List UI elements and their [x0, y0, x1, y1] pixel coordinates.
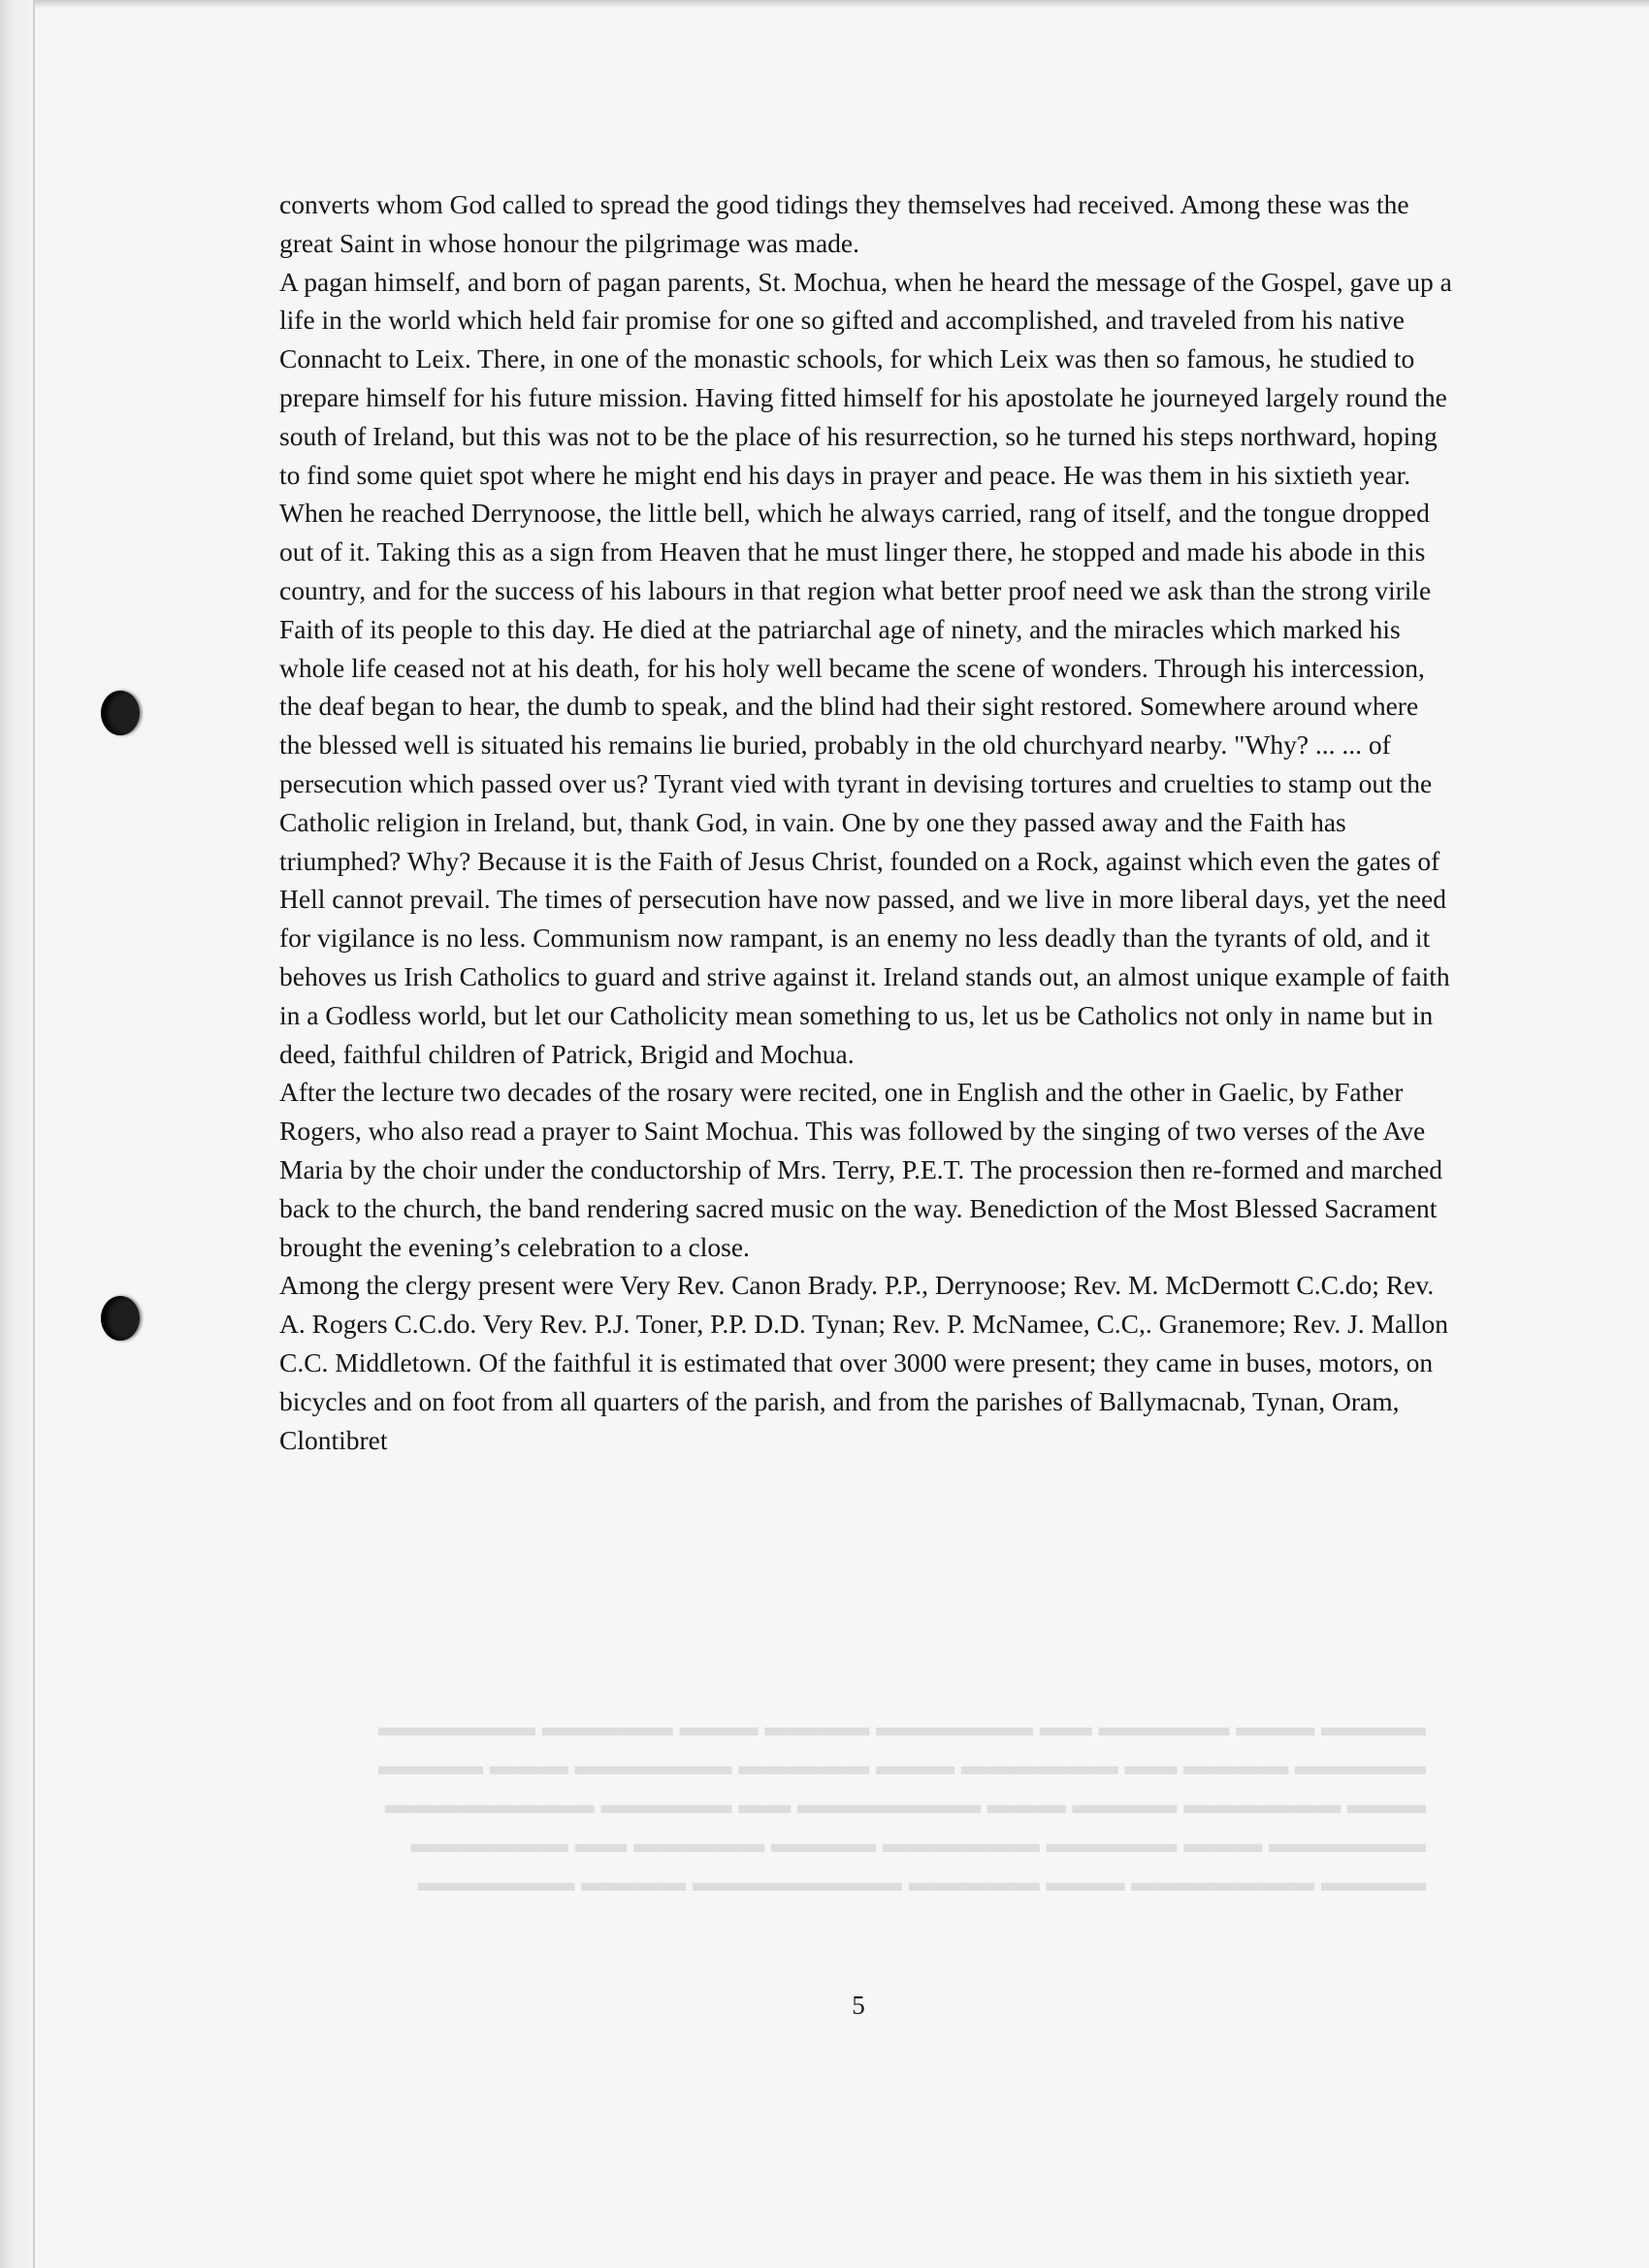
reverse-side-bleed-through: ▬▬▬▬ ▬▬▬ ▬▬▬▬▬ ▬▬ ▬▬▬▬▬▬ ▬▬▬▬ ▬▬▬ ▬▬▬▬▬ ▬▬▬▬▬▬ ▬▬▬▬▬ ▬▬▬▬ ▬▬ ▬▬▬▬▬▬ ▬▬▬ ▬▬▬▬▬ ▬▬▬▬▬▬ ▬▬▬ ▬▬▬▬ ▬▬▬ ▬▬▬▬▬▬ ▬▬▬▬ ▬▬▬ ▬▬▬▬▬▬▬ ▬▬ ▬▬▬▬▬ ▬▬▬▬▬▬▬▬ ▬▬▬▬▬▬ ▬▬▬ ▬▬▬▬▬ ▬▬▬▬▬▬ ▬▬▬▬ ▬▬▬▬▬ ▬▬ ▬▬▬▬▬▬ ▬▬▬▬ ▬▬▬▬▬▬▬ ▬▬▬ ▬▬▬▬▬ ▬▬▬▬▬▬▬▬ ▬▬▬▬ ▬▬▬▬▬▬	[378, 1712, 1426, 1896]
article-body	[279, 185, 1453, 1459]
paragraph-st-mochua-life: A pagan himself, and born of pagan parents, St. Mochua, when he heard the message of the Gospel, gave up a life in the world which held fair promise for one so gifted and accomplished, and traveled from his native Connacht to Leix. There, in one of the monastic schools, for which Leix was then so famous, he studied to prepare himself for his future mission. Having fitted himself for his apostolate he journeyed largely round the south of Ireland, but this was not to be the place of his resurrection, so he turned his steps northward, hoping to find some quiet spot where he might end his days in prayer and peace. He was them in his sixtieth year. When he reached Derrynoose, the little bell, which he always carried, rang of itself, and the tongue dropped out of it. Taking this as a sign from Heaven that he must linger there, he stopped and made his abode in this country, and for the success of his labours in that region what better proof need we ask than the strong virile Faith of its people to this day. He died at the patriarchal age of ninety, and the miracles which marked his whole life ceased not at his death, for his holy well became the scene of wonders. Through his intercession, the deaf began to hear, the dumb to speak, and the blind had their sight restored. Somewhere around where the blessed well is situated his remains lie buried, probably in the old churchyard nearby. "Why? ... ... of persecution which passed over us? Tyrant vied with tyrant in devising tortures and cruelties to stamp out the Catholic religion in Ireland, but, thank God, in vain. One by one they passed away and the Faith has triumphed? Why? Because it is the Faith of Jesus Christ, founded on a Rock, against which even the gates of Hell cannot prevail. The times of persecution have now passed, and we live in more liberal days, yet the need for vigilance is no less. Communism now rampant, is an enemy no less deadly than the tyrants of old, and it behoves us Irish Catholics to guard and strive against it. Ireland stands out, an almost unique example of faith in a Godless world, but let our Catholicity mean something to us, let us be Catholics not only in name but in deed, faithful children of Patrick, Brigid and Mochua.	[279, 266, 1452, 1069]
punch-hole-upper	[101, 691, 140, 735]
punch-hole-lower	[101, 1296, 140, 1341]
paragraph-converts: converts whom God called to spread the good tidings they themselves had received. Among these was the great Saint in whose honour the pilgrimage was made.	[279, 189, 1409, 258]
paragraph-rosary-procession: After the lecture two decades of the rosary were recited, one in English and the other in Gaelic, by Father Rogers, who also read a prayer to Saint Mochua. This was followed by the singing of two verses of the Ave Maria by the choir under the conductorship of Mrs. Terry, P.E.T. The procession then re-formed and marched back to the church, the band rendering sacred music on the way. Benediction of the Most Blessed Sacrament brought the evening’s celebration to a close.	[279, 1077, 1443, 1262]
paragraph-clergy-present: Among the clergy present were Very Rev. Canon Brady. P.P., Derrynoose; Rev. M. McDermott C.C.do; Rev. A. Rogers C.C.do. Very Rev. P.J. Toner, P.P. D.D. Tynan; Rev. P. McNamee, C.C,. Granemore; Rev. J. Mallon C.C. Middletown. Of the faithful it is estimated that over 3000 were present; they came in buses, motors, on bicycles and on foot from all quarters of the parish, and from the parishes of Ballymacnab, Tynan, Oram, Clontibret	[279, 1270, 1448, 1455]
page-binding-line	[33, 0, 35, 2268]
page-top-edge	[0, 0, 1649, 8]
page-left-edge	[0, 0, 35, 2268]
page-number: 5	[852, 1991, 865, 2020]
